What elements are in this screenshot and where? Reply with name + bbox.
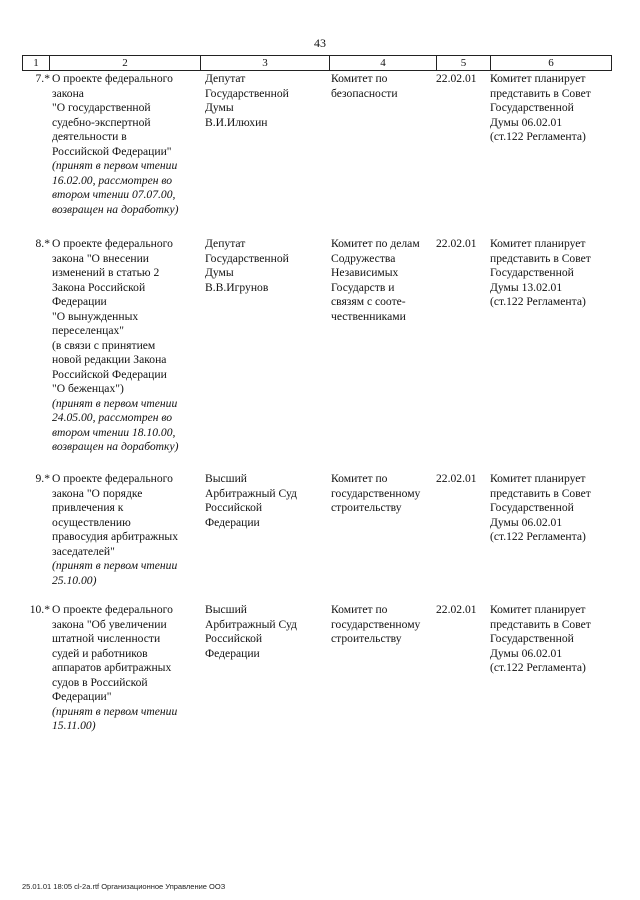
record-decision: [490, 603, 615, 676]
record-decision-line: представить в Совет: [490, 86, 591, 100]
record-title-line: Российской Федерации: [52, 367, 167, 381]
record-committee: [331, 237, 436, 324]
record-committee-line: государственному: [331, 617, 421, 631]
record-author-line: Российской: [205, 632, 263, 645]
record-decision-line: Думы 06.02.01: [490, 515, 563, 529]
record-title: [52, 72, 202, 217]
header-col-1: 1: [33, 57, 39, 69]
record-title-line: аппаратов арбитражных: [52, 661, 172, 674]
record-title-line: привлечения к: [52, 501, 124, 514]
reading-status-note: [52, 559, 202, 588]
record-author-line: Думы: [205, 266, 234, 279]
reading-status-note-line: (принят в первом чтении: [52, 559, 178, 572]
record-title-line: закона "О порядке: [52, 486, 143, 500]
record-author-line: В.В.Игрунов: [205, 280, 269, 294]
record-decision-line: (ст.122 Регламента): [490, 530, 586, 543]
record-committee-line: Государств и: [331, 280, 395, 294]
record-decision-line: Государственной: [490, 501, 574, 514]
record-title-line: (в связи с принятием: [52, 338, 156, 352]
record-title: [52, 237, 202, 455]
record-decision: [490, 472, 615, 545]
record-number: 7.*: [35, 72, 50, 85]
record-committee-line: Комитет по делам: [331, 237, 420, 250]
record-author-line: Федерации: [205, 515, 260, 529]
record-decision: [490, 72, 615, 145]
record-committee-line: государственному: [331, 486, 421, 500]
reading-status-note-line: втором чтении 07.07.00,: [52, 188, 176, 201]
record-number: 9.*: [35, 472, 50, 485]
record-title-line: судов в Российской: [52, 675, 148, 689]
record-title: [52, 472, 202, 588]
record-title-line: деятельности в: [52, 130, 127, 143]
record-title-line: изменений в статью 2: [52, 266, 160, 279]
record-date: 22.02.01: [436, 237, 477, 250]
record-title-line: Федерации": [52, 690, 112, 703]
record-decision-line: Государственной: [490, 266, 574, 279]
record-author-line: Государственной: [205, 86, 289, 100]
record-author-line: Депутат: [205, 72, 246, 85]
record-title-line: закона "Об увеличении: [52, 617, 167, 631]
reading-status-note-line: (принят в первом чтении: [52, 159, 178, 172]
record-decision-line: Комитет планирует: [490, 72, 586, 85]
record-date: 22.02.01: [436, 472, 477, 485]
record-title-line: О проекте федерального: [52, 72, 173, 85]
record-title-line: О проекте федерального: [52, 603, 173, 616]
record-committee-line: чественниками: [331, 309, 406, 323]
record-title-line: "О вынужденных: [52, 309, 139, 323]
reading-status-note-line: (принят в первом чтении: [52, 704, 178, 718]
record-title-line: Закона Российской: [52, 280, 146, 294]
reading-status-note-line: втором чтении 18.10.00,: [52, 425, 176, 439]
record-decision-line: (ст.122 Регламента): [490, 295, 586, 308]
record-title-line: штатной численности: [52, 632, 161, 645]
record-author-line: Федерации: [205, 646, 260, 660]
record-author-line: Депутат: [205, 237, 246, 250]
record-committee-line: Комитет по: [331, 603, 388, 616]
record-title-line: "О беженцах"): [52, 382, 124, 395]
reading-status-note-line: возвращен на доработку): [52, 202, 179, 216]
record-decision-line: Государственной: [490, 101, 574, 114]
reading-status-note-line: (принят в первом чтении: [52, 396, 178, 410]
record-author-line: Думы: [205, 101, 234, 114]
record-title-line: О проекте федерального: [52, 472, 173, 485]
record-title-line: "О государственной: [52, 101, 151, 114]
record-decision-line: представить в Совет: [490, 251, 591, 265]
record-author-line: В.И.Илюхин: [205, 115, 268, 129]
record-committee: [331, 603, 436, 647]
record-decision-line: (ст.122 Регламента): [490, 661, 586, 674]
record-title-line: новой редакции Закона: [52, 353, 167, 366]
header-col-2: 2: [122, 57, 128, 69]
record-committee-line: Комитет по: [331, 72, 388, 85]
page-number: 43: [314, 36, 326, 50]
record-decision-line: Комитет планирует: [490, 237, 586, 250]
record-title-line: Федерации: [52, 295, 107, 308]
reading-status-note: [52, 397, 202, 455]
record-committee-line: безопасности: [331, 86, 398, 100]
record-date: 22.02.01: [436, 603, 477, 616]
record-author: [205, 237, 325, 295]
record-author-line: Государственной: [205, 251, 289, 265]
record-author-line: Российской: [205, 501, 263, 514]
record-title-line: судебно-экспертной: [52, 115, 151, 129]
table-header: [22, 55, 612, 71]
record-committee-line: строительству: [331, 632, 402, 645]
record-author-line: Арбитражный Суд: [205, 617, 297, 631]
record-decision-line: Думы 06.02.01: [490, 115, 563, 129]
record-committee-line: Независимых: [331, 266, 399, 279]
record-decision-line: Государственной: [490, 632, 574, 645]
record-decision-line: представить в Совет: [490, 617, 591, 631]
reading-status-note-line: 25.10.00): [52, 573, 97, 587]
record-number: 8.*: [35, 237, 50, 250]
record-title-line: переселенцах": [52, 324, 125, 337]
record-title-line: осуществлению: [52, 515, 131, 529]
record-committee: [331, 472, 436, 516]
record-title-line: судей и работников: [52, 646, 148, 660]
record-decision-line: Комитет планирует: [490, 603, 586, 616]
record-decision-line: Думы 06.02.01: [490, 646, 563, 660]
header-col-3: 3: [262, 57, 268, 69]
reading-status-note-line: 15.11.00): [52, 719, 96, 732]
record-author: [205, 603, 325, 661]
record-author-line: Высший: [205, 472, 248, 485]
record-title-line: правосудия арбитражных: [52, 530, 179, 543]
reading-status-note-line: 24.05.00, рассмотрен во: [52, 411, 173, 424]
reading-status-note-line: 16.02.00, рассмотрен во: [52, 173, 173, 187]
footer-text: 25.01.01 18:05 cl-2a.rtf Организационное Управление ООЗ: [22, 882, 226, 891]
record-title-line: закона "О внесении: [52, 251, 149, 265]
record-number: 10.*: [29, 603, 50, 616]
record-decision-line: представить в Совет: [490, 486, 591, 500]
record-committee: [331, 72, 436, 101]
record-committee-line: Комитет по: [331, 472, 388, 485]
record-decision: [490, 237, 615, 310]
record-committee-line: Содружества: [331, 251, 396, 265]
header-col-6: 6: [548, 57, 554, 69]
record-title-line: О проекте федерального: [52, 237, 173, 250]
record-title: [52, 603, 202, 734]
record-date: 22.02.01: [436, 72, 477, 85]
record-title-line: Российской Федерации": [52, 144, 172, 158]
record-decision-line: Думы 13.02.01: [490, 280, 563, 294]
record-title-line: заседателей": [52, 544, 115, 558]
record-decision-line: Комитет планирует: [490, 472, 586, 485]
record-author: [205, 72, 325, 130]
reading-status-note: [52, 705, 202, 734]
record-committee-line: связям с сооте-: [331, 295, 406, 308]
record-author-line: Высший: [205, 603, 248, 616]
record-title-line: закона: [52, 86, 84, 100]
reading-status-note-line: возвращен на доработку): [52, 440, 179, 453]
record-committee-line: строительству: [331, 501, 402, 514]
header-col-5: 5: [460, 57, 467, 69]
record-decision-line: (ст.122 Регламента): [490, 130, 586, 143]
reading-status-note: [52, 159, 202, 217]
record-author: [205, 472, 325, 530]
record-author-line: Арбитражный Суд: [205, 486, 297, 500]
header-col-4: 4: [380, 57, 386, 69]
